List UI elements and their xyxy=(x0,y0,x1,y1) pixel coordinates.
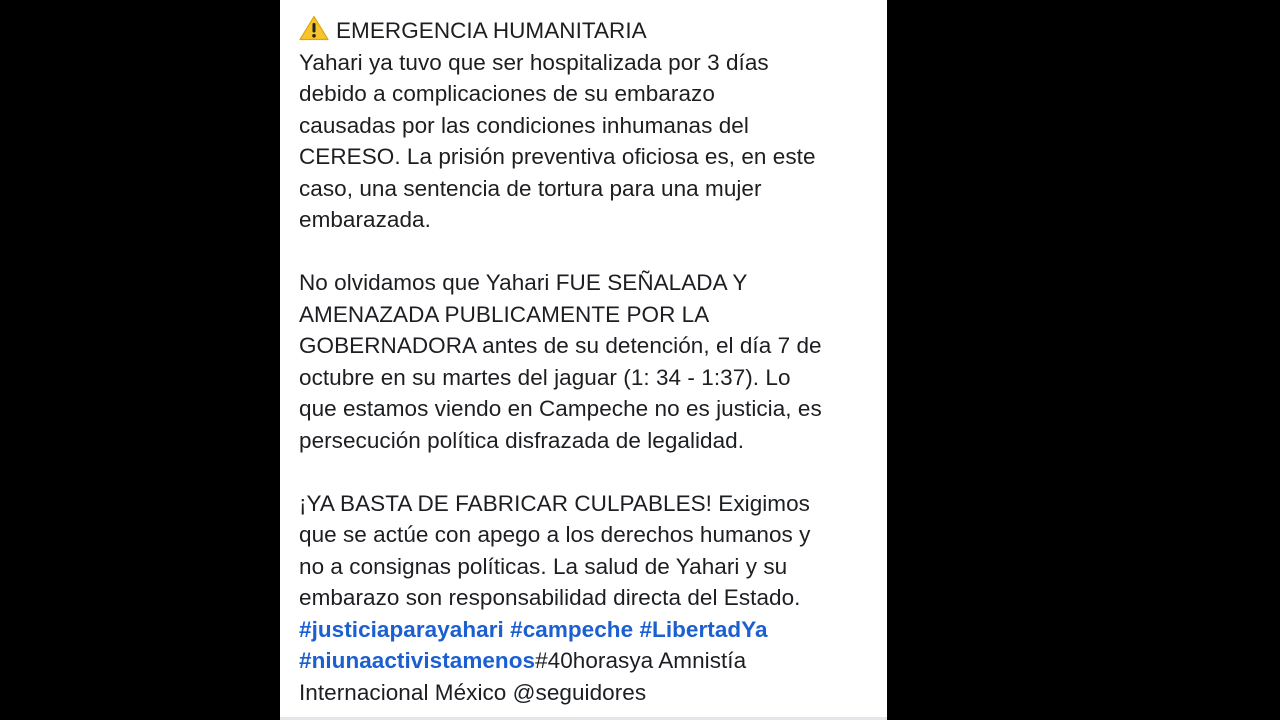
paragraph2-line: octubre en su martes del jaguar (1: 34 - 1:37). Lo xyxy=(299,364,791,390)
post-card xyxy=(280,0,887,720)
paragraph-spacer xyxy=(299,236,879,268)
hashtag-libertadya[interactable]: #LibertadYa xyxy=(639,616,768,642)
paragraph1-line: caso, una sentencia de tortura para una mujer xyxy=(299,175,762,201)
paragraph1-line: debido a complicaciones de su embarazo xyxy=(299,81,715,106)
hashtag-campeche[interactable]: #campeche xyxy=(510,616,634,642)
paragraph2-line: No olvidamos que Yahari FUE SEÑALADA Y xyxy=(299,270,748,295)
paragraph3-line: no a consignas políticas. La salud de Yahari y su xyxy=(299,553,788,579)
paragraph3-line: embarazo son responsabilidad directa del Estado. xyxy=(299,585,801,610)
warning-icon xyxy=(299,15,329,41)
paragraph1-line: causadas por las condiciones inhumanas del xyxy=(299,112,749,138)
hashtags-line-2 xyxy=(299,645,879,677)
paragraph-spacer xyxy=(299,456,879,488)
paragraph2-line: que estamos viendo en Campeche no es justicia, es xyxy=(299,396,822,421)
paragraph3-line: ¡YA BASTA DE FABRICAR CULPABLES! Exigimos xyxy=(299,490,810,516)
post-text xyxy=(299,15,879,708)
paragraph1-line: Yahari ya tuvo que ser hospitalizada por 3 días xyxy=(299,49,769,75)
trailing-text: #40horasya Amnistía xyxy=(535,648,747,673)
paragraph1-line: embarazada. xyxy=(299,207,431,232)
paragraph2-line: persecución política disfrazada de legalidad. xyxy=(299,427,745,453)
hashtags-line xyxy=(299,614,879,646)
hashtag-niunaactivistamenos[interactable]: #niunaactivistamenos xyxy=(299,648,536,673)
paragraph1-line: CERESO. La prisión preventiva oficiosa es, en este xyxy=(299,144,816,169)
paragraph2-line: GOBERNADORA antes de su detención, el día 7 de xyxy=(299,333,822,358)
hashtag-justiciaparayahari[interactable]: #justiciaparayahari xyxy=(299,616,504,642)
paragraph3-line: que se actúe con apego a los derechos humanos y xyxy=(299,522,811,547)
post-heading-line xyxy=(299,15,879,47)
mentions-line: Internacional México @seguidores xyxy=(299,679,647,705)
paragraph2-line: AMENAZADA PUBLICAMENTE POR LA xyxy=(299,301,710,327)
post-heading: EMERGENCIA HUMANITARIA xyxy=(336,18,647,43)
